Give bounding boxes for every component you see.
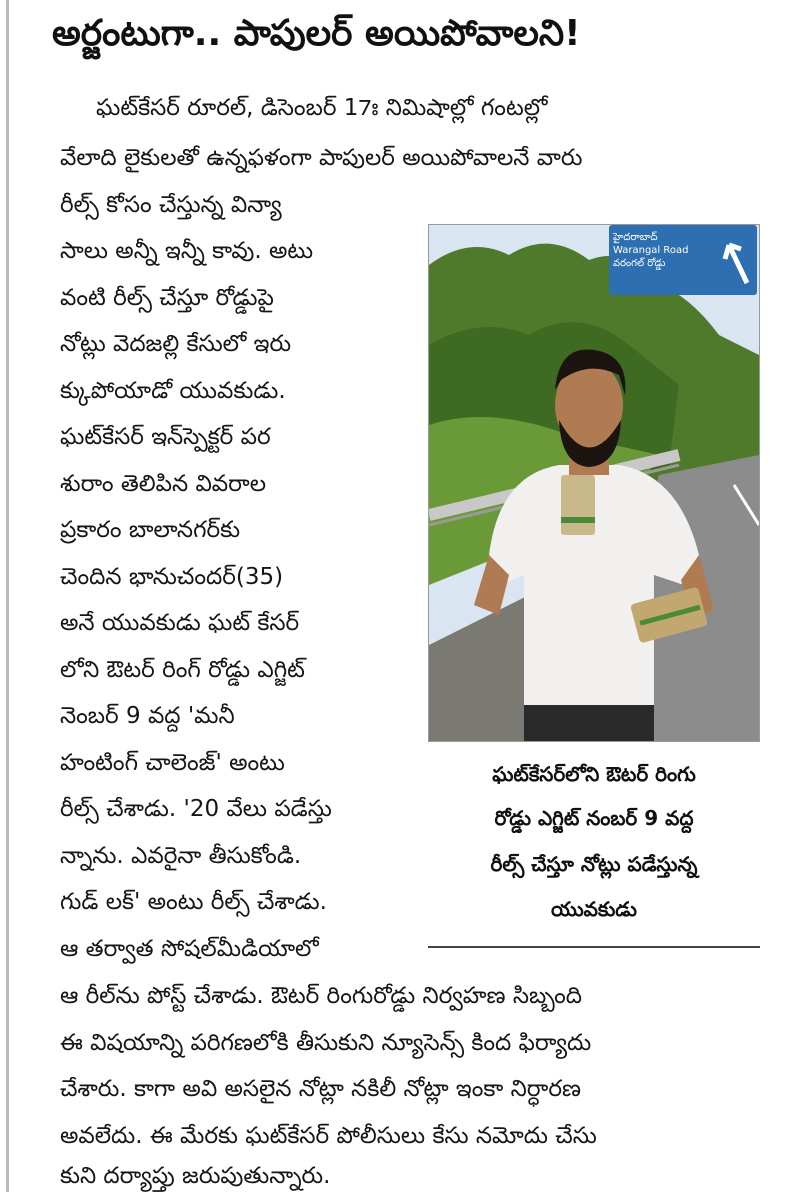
column-divider [6, 0, 9, 1192]
body-line: న్నాను. ఎవరైనా తీసుకోండి. [60, 843, 302, 869]
body-line: రీల్స్ చేశాడు. '20 వేలు పడేస్తు [60, 796, 332, 822]
photo-caption-line: రీల్స్ చేస్తూ నోట్లు పడేస్తున్న [490, 852, 698, 876]
photo-caption-line: ఘట్‌కేసర్‌లోని ఔటర్ రింగు [492, 762, 696, 786]
body-line: అవలేదు. ఈ మేరకు ఘట్‌కేసర్ పోలీసులు కేసు నమోదు చేసు [60, 1123, 597, 1149]
body-line: వంటి రీల్స్ చేస్తూ రోడ్డుపై [60, 285, 274, 311]
body-line: ఆ తర్వాత సోషల్‌మీడియాలో [60, 936, 319, 962]
body-line: లోని ఔటర్ రింగ్ రోడ్డు ఎగ్జిట్ [60, 657, 305, 683]
body-line: వేలాది లైకులతో ఉన్నఫళంగా పాపులర్ అయిపోవాలనే వారు [60, 145, 583, 171]
body-line: ఘట్‌కేసర్ రూరల్, డిసెంబర్ 17ః నిమిషాల్లో గంటల్లో [96, 95, 548, 121]
body-line: ఈ విషయాన్ని పరిగణలోకి తీసుకుని న్యూసెన్స్ కింద ఫిర్యాదు [60, 1030, 592, 1056]
sign-text: హైదరాబాద్ [613, 232, 658, 243]
body-line: గుడ్ లక్' అంటు రీల్స్ చేశాడు. [60, 889, 327, 915]
body-line: కుని దర్యాప్తు జరుపుతున్నారు. [60, 1163, 331, 1189]
body-line: శురాం తెలిపిన వివరాల [60, 471, 267, 497]
headline: అర్జంటుగా.. పాపులర్ అయిపోవాలని! [52, 13, 581, 54]
news-photo [428, 224, 760, 742]
body-line: చేశారు. కాగా అవి అసలైన నోట్లా నకిలీ నోట్లా ఇంకా నిర్ధారణ [60, 1076, 581, 1102]
body-line: ప్రకారం బాలానగర్‌కు [60, 517, 241, 543]
body-line: క్కుపోయాడో యువకుడు. [60, 378, 286, 404]
body-line: అనే యువకుడు ఘట్ కేసర్ [60, 610, 300, 636]
body-line: చెందిన భానుచందర్(35) [60, 564, 284, 590]
body-line: నెంబర్ 9 వద్ద 'మనీ [60, 703, 235, 729]
body-line: రీల్స్ కోసం చేస్తున్న విన్యా [60, 192, 282, 218]
body-line: నోట్లు వెదజల్లి కేసులో ఇరు [60, 331, 292, 357]
sign-text: వరంగల్ రోడ్డు [613, 258, 666, 269]
body-line: సాలు అన్నీ ఇన్నీ కావు. అటు [60, 238, 314, 264]
body-line: హంటింగ్ చాలెంజ్' అంటు [60, 750, 285, 776]
photo-caption-line: రోడ్డు ఎగ్జిట్ నంబర్ 9 వద్ద [494, 806, 694, 830]
sign-text: Warangal Road [613, 245, 689, 256]
body-line: ఘట్‌కేసర్ ఇన్‌స్పెక్టర్ పర [60, 424, 271, 450]
body-line: ఆ రీల్‌ను పోస్ట్ చేశాడు. ఔటర్ రింగురోడ్డు నిర్వహణ సిబ్బంది [60, 983, 583, 1009]
photo-caption-line: యువకుడు [551, 897, 637, 921]
caption-rule [428, 946, 760, 948]
